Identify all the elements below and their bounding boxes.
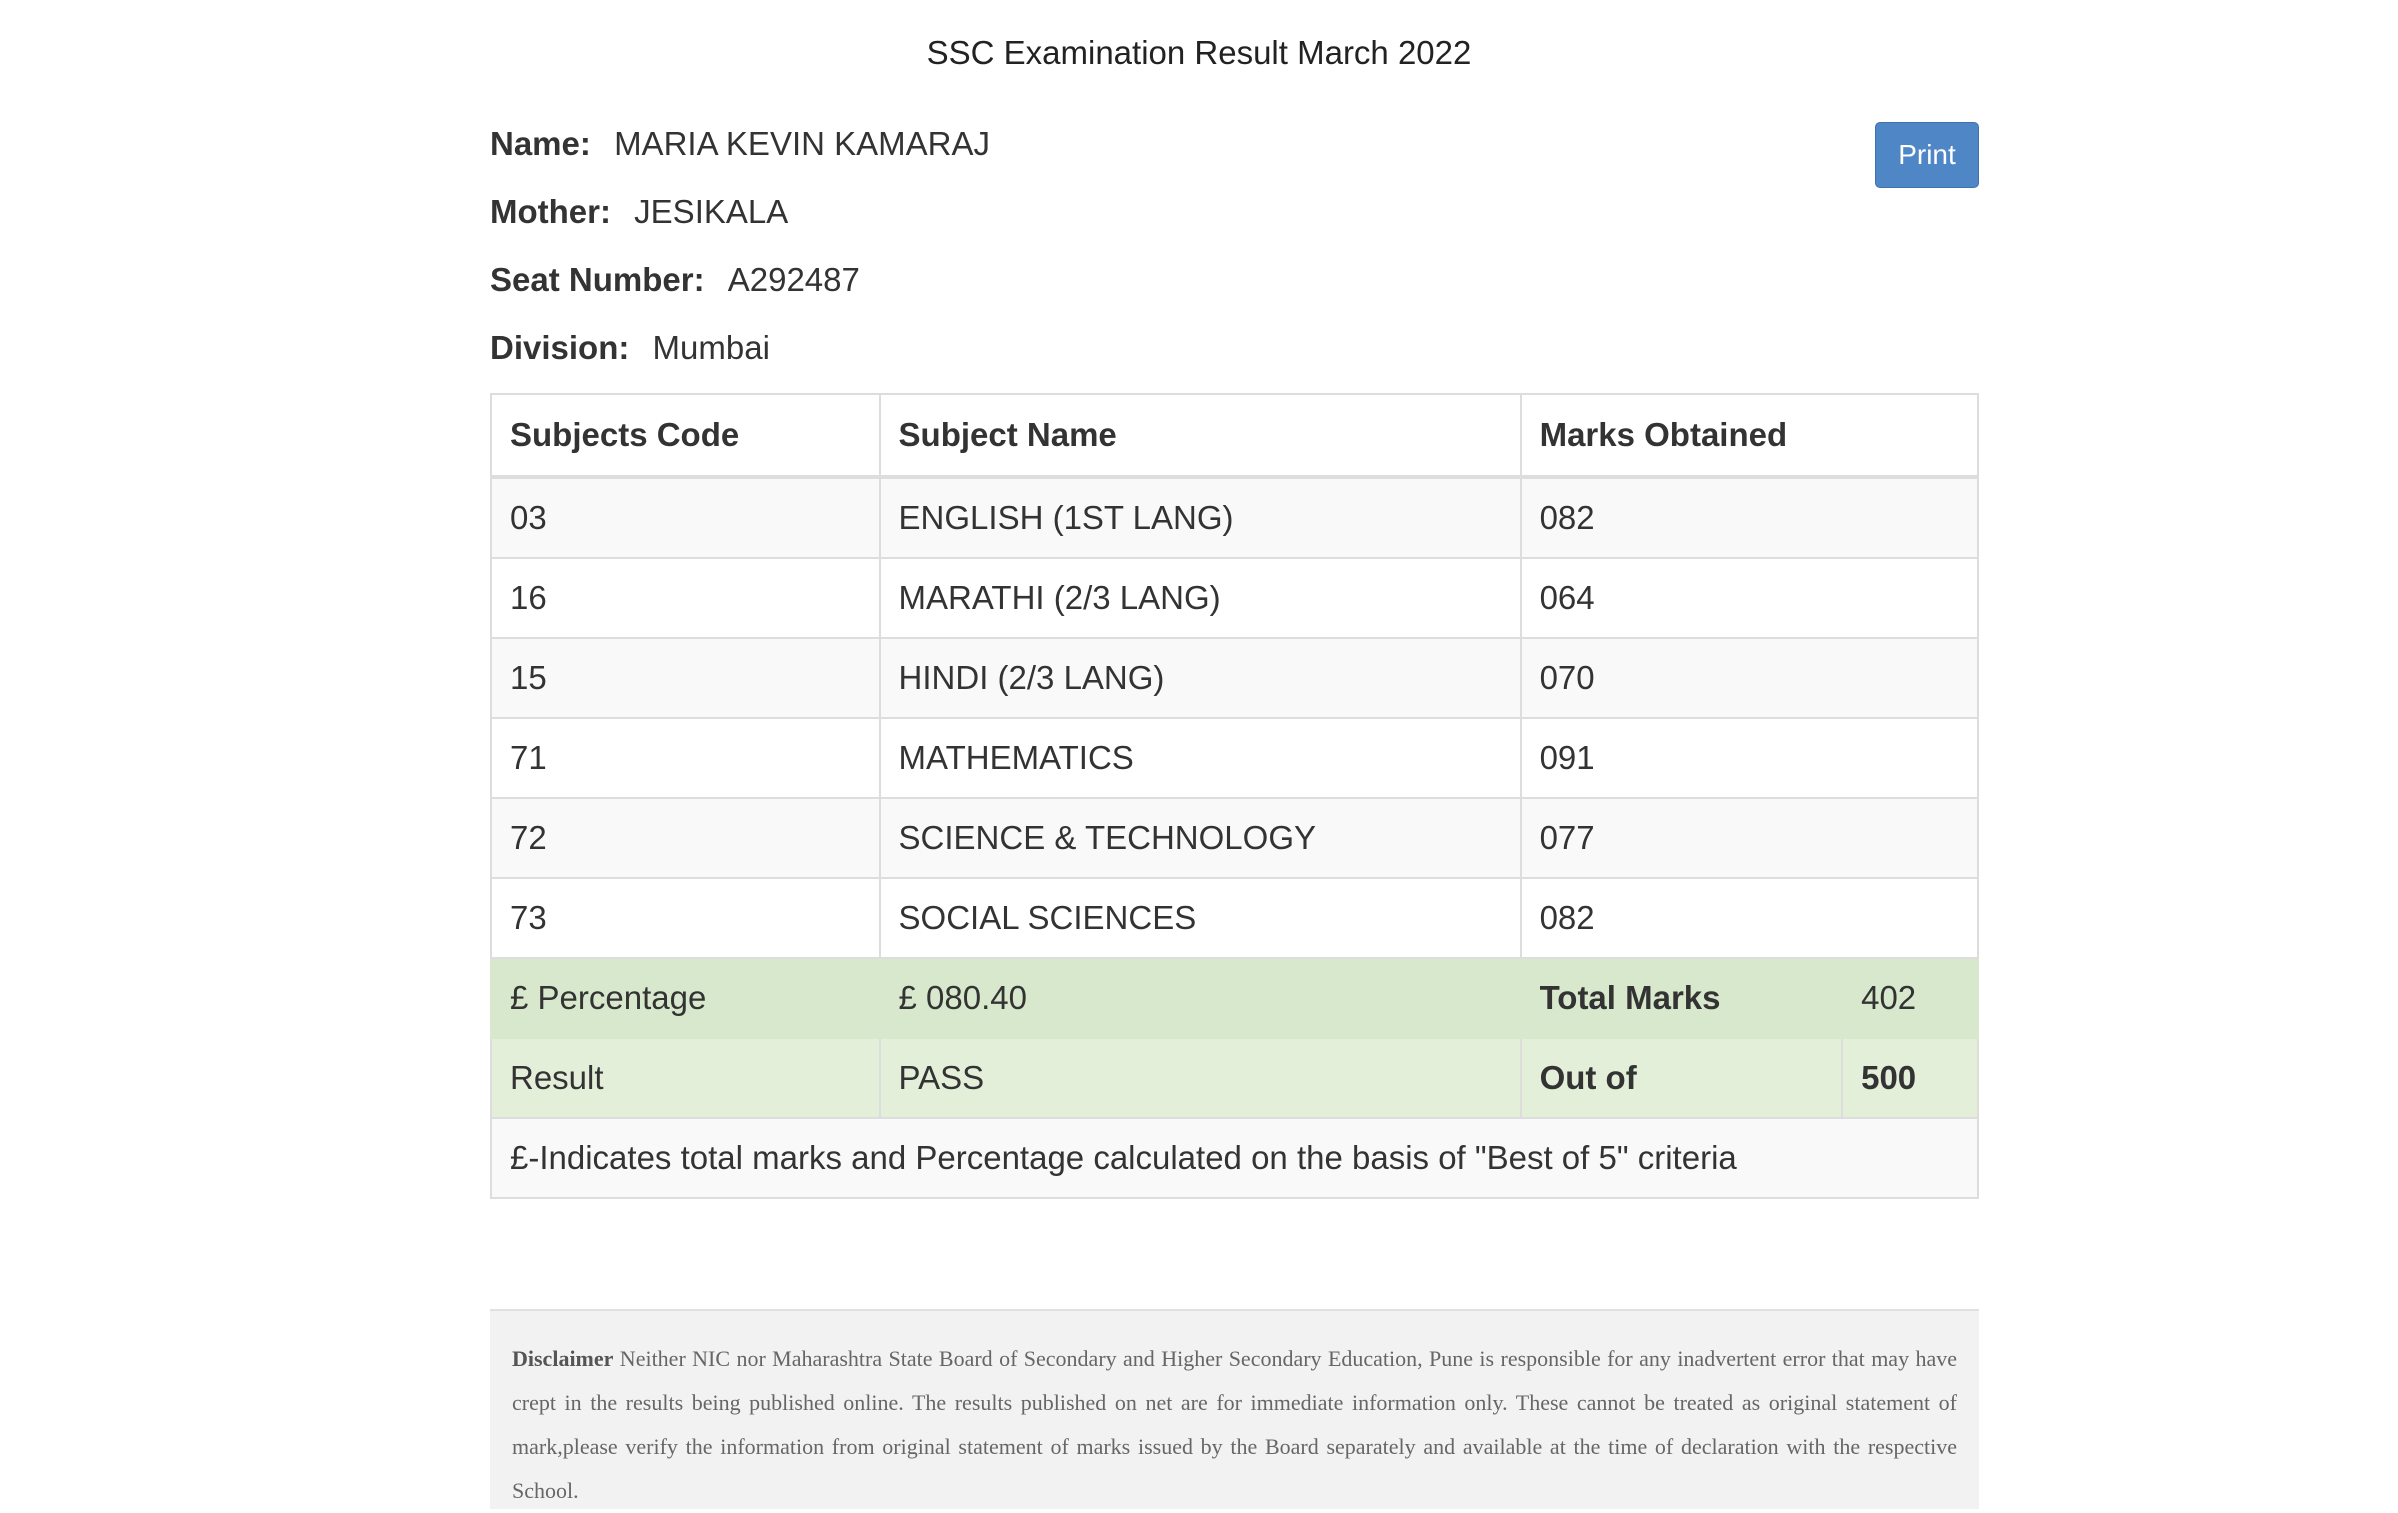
- subject-code: 03: [491, 477, 880, 558]
- result-container: [490, 118, 1979, 1503]
- print-button[interactable]: Print: [1875, 122, 1979, 188]
- subject-code: 71: [491, 718, 880, 798]
- criteria-note-row: [491, 1118, 1978, 1198]
- disclaimer: [490, 1309, 1979, 1509]
- total-marks-label: Total Marks: [1521, 958, 1843, 1038]
- student-name-row: Name: MARIA KEVIN KAMARAJ: [490, 125, 990, 162]
- mother-name: JESIKALA: [634, 193, 789, 230]
- table-row: [491, 718, 1978, 798]
- subject-code: 73: [491, 878, 880, 958]
- table-row: [491, 558, 1978, 638]
- subject-marks: 070: [1521, 638, 1978, 718]
- header-marks-obtained: Marks Obtained: [1521, 394, 1978, 477]
- division-label: Division: [490, 329, 619, 366]
- percentage-value: £ 080.40: [880, 958, 1521, 1038]
- mother-label: Mother: [490, 193, 600, 230]
- out-of-value: 500: [1842, 1038, 1978, 1118]
- division-value: Mumbai: [652, 329, 770, 366]
- subject-name: HINDI (2/3 LANG): [880, 638, 1521, 718]
- name-label: Name: [490, 125, 580, 162]
- table-header-row: [491, 394, 1978, 477]
- student-name: MARIA KEVIN KAMARAJ: [614, 125, 990, 162]
- subject-name: SOCIAL SCIENCES: [880, 878, 1521, 958]
- seat-number: A292487: [727, 261, 860, 298]
- out-of-label: Out of: [1521, 1038, 1843, 1118]
- result-value: PASS: [880, 1038, 1521, 1118]
- disclaimer-label: Disclaimer: [512, 1346, 614, 1371]
- header-subject-code: Subjects Code: [491, 394, 880, 477]
- mother-name-row: Mother: JESIKALA: [490, 193, 789, 230]
- result-label: Result: [491, 1038, 880, 1118]
- disclaimer-text: Neither NIC nor Maharashtra State Board of Secondary and Higher Secondary Education, Pune is responsible for any inadvertent error that may have crept in the results being published online. The results published on net are for immediate information only. These cannot be treated as original statement of mark,please verify the information from original statement of marks issued by the Board separately and available at the time of declaration with the respective School.: [512, 1346, 1957, 1503]
- subject-code: 16: [491, 558, 880, 638]
- percentage-label: £ Percentage: [491, 958, 880, 1038]
- subject-name: ENGLISH (1ST LANG): [880, 477, 1521, 558]
- header-subject-name: Subject Name: [880, 394, 1521, 477]
- table-row: [491, 477, 1978, 558]
- subject-code: 15: [491, 638, 880, 718]
- division-row: Division: Mumbai: [490, 329, 770, 366]
- seat-label: Seat Number: [490, 261, 694, 298]
- percentage-row: [491, 958, 1978, 1038]
- page-title: SSC Examination Result March 2022: [926, 34, 1472, 71]
- seat-number-row: Seat Number: A292487: [490, 261, 860, 298]
- marks-table: [490, 393, 1979, 1199]
- result-row: [491, 1038, 1978, 1118]
- total-marks-value: 402: [1842, 958, 1978, 1038]
- criteria-note: £-Indicates total marks and Percentage calculated on the basis of "Best of 5" criteria: [491, 1118, 1978, 1198]
- subject-marks: 082: [1521, 878, 1978, 958]
- table-row: [491, 878, 1978, 958]
- table-row: [491, 798, 1978, 878]
- subject-marks: 091: [1521, 718, 1978, 798]
- subject-marks: 077: [1521, 798, 1978, 878]
- subject-name: SCIENCE & TECHNOLOGY: [880, 798, 1521, 878]
- subject-marks: 064: [1521, 558, 1978, 638]
- subject-code: 72: [491, 798, 880, 878]
- subject-name: MATHEMATICS: [880, 718, 1521, 798]
- subject-name: MARATHI (2/3 LANG): [880, 558, 1521, 638]
- subject-marks: 082: [1521, 477, 1978, 558]
- table-row: [491, 638, 1978, 718]
